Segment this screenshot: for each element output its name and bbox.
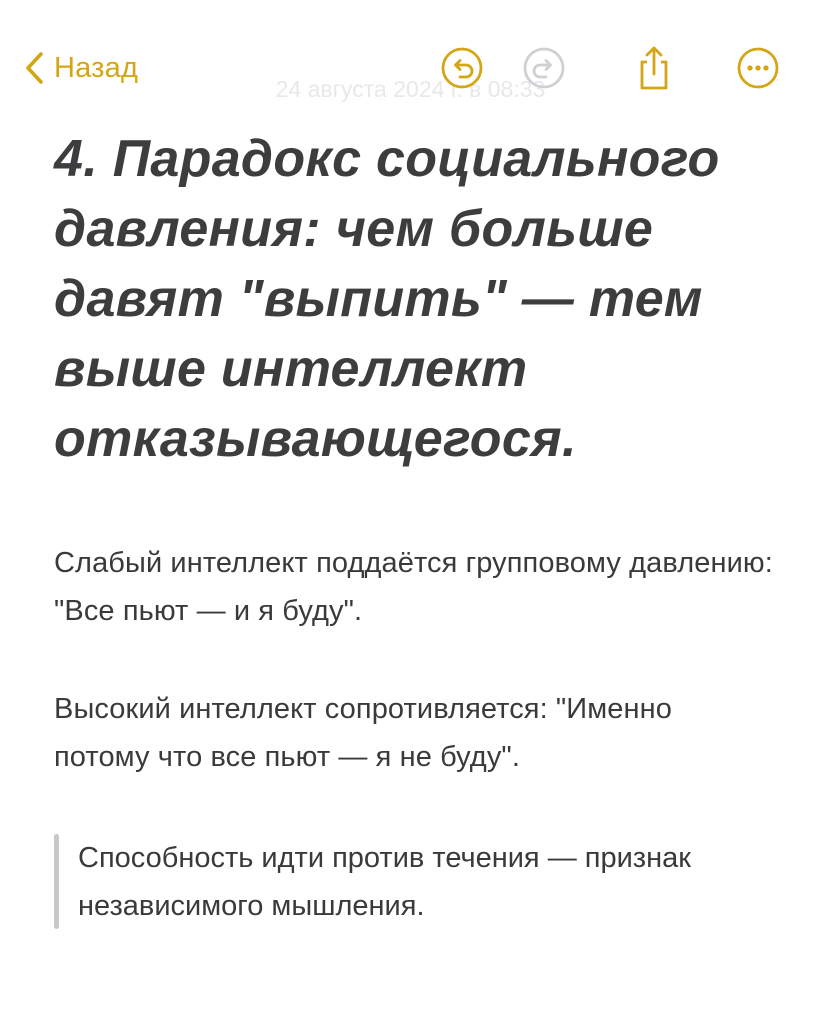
undo-icon[interactable] [438,44,486,92]
note-toolbar [0,0,821,130]
note-paragraph: Высокий интеллект сопротивляется: "Именно потому что все пьют — я не буду". [54,693,672,773]
note-date: 24 августа 2024 г. в 08:33 [275,76,546,102]
note-body[interactable] [54,124,784,922]
more-icon[interactable] [734,44,782,92]
redo-icon[interactable] [520,44,568,92]
note-heading: 4. Парадокс социального давления: чем больше давят "выпить" — тем выше интеллект отказывающегося. [54,130,720,468]
back-button[interactable] [24,46,138,90]
share-icon[interactable] [630,44,678,92]
back-label: Назад [54,51,139,84]
note-paragraph: Слабый интеллект поддаётся групповому давлению: "Все пьют — и я буду". [54,547,773,627]
chevron-left-icon [24,51,44,85]
quote-bar [54,834,59,929]
note-blockquote: Способность идти против течения — признак независимого мышления. [78,842,691,922]
